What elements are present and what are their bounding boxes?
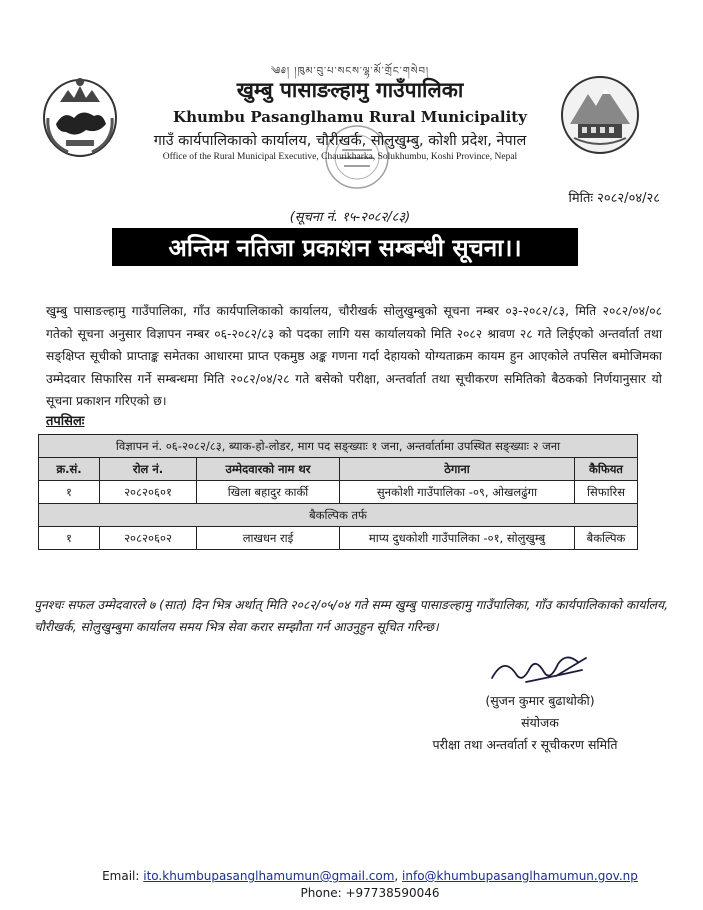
notice-date: मितिः २०८२/०४/२८	[568, 191, 660, 206]
col-roll-no: रोल नं.	[100, 458, 197, 481]
cell-remarks: सिफारिस	[575, 481, 638, 504]
cell-candidate-name: खिला बहादुर कार्की	[197, 481, 340, 504]
cell-roll-no: २०८२०६०१	[100, 481, 197, 504]
signatory-name: (सुजन कुमार बुढाथोकी)	[485, 693, 595, 708]
notice-number: (सूचना नं. १५-२०८२/८३)	[289, 210, 411, 225]
email-label: Email:	[102, 869, 140, 883]
cell-serial: १	[39, 527, 100, 550]
table-header-row	[39, 458, 638, 481]
col-serial: क्र.सं.	[39, 458, 100, 481]
postscript-note: पुनश्चः सफल उम्मेदवारले ७ (सात) दिन भित्र अर्थात् मिति २०८२/०५/०४ गते सम्म खुम्बु पासाङल्हामु गाउँपालिका, गाँउ कार्यपालिकाको कार्यालय, चौरीखर्क, सोलुखुम्बुमा कार्यालय समय भित्र सेवा करार सम्झौता गर्न आउनुहुन सूचित गरिन्छ।	[34, 598, 669, 634]
cell-candidate-name: लाखधन राई	[197, 527, 340, 550]
col-address: ठेगाना	[340, 458, 575, 481]
alternate-section-row	[39, 504, 638, 527]
footer-phone: Phone: +97738590046	[300, 886, 440, 900]
col-candidate-name: उम्मेदवारको नाम थर	[197, 458, 340, 481]
nepal-emblem-logo	[38, 72, 122, 160]
cell-remarks: बैकल्पिक	[575, 527, 638, 550]
municipality-logo	[560, 74, 640, 156]
email-link-info[interactable]: info@khumbupasanglhamumun.gov.np	[402, 869, 638, 883]
tibetan-header-line: ༄༅། །ཁུམ་བུ་པ་སངས་ལྷ་མོ་གྲོང་གསེབ།	[270, 66, 430, 77]
office-address-nepali: गाउँ कार्यपालिकाको कार्यालय, चौरीखर्क, सोलुखुम्बु, कोशी प्रदेश, नेपाल	[153, 133, 527, 149]
cell-roll-no: २०८२०६०२	[100, 527, 197, 550]
result-table	[38, 434, 638, 550]
email-link-ito[interactable]: ito.khumbupasanglhamumun@gmail.com	[143, 869, 395, 883]
col-remarks: कैफियत	[575, 458, 638, 481]
handwritten-signature	[486, 648, 596, 692]
signatory-committee: परीक्षा तथा अन्तर्वार्ता र सूचीकरण समिति	[432, 737, 618, 752]
signatory-role: संयोजक	[521, 715, 559, 730]
table-caption: विज्ञापन नं. ०६-२०८२/८३, ब्याक-हो-लोडर, माग पद सङ्ख्याः १ जना, अन्तर्वार्तामा उपस्थित सङ्ख्याः २ जना	[39, 435, 638, 458]
municipality-name-english: Khumbu Pasanglhamu Rural Municipality	[173, 108, 527, 126]
email-separator: ,	[394, 869, 399, 883]
cell-serial: १	[39, 481, 100, 504]
tapasil-heading: तपसिलः	[46, 414, 85, 429]
cell-address: माप्य दुधकोशी गाउँपालिका -०१, सोलुखुम्बु	[340, 527, 575, 550]
cell-address: सुनकोशी गाउँपालिका -०९, ओखलढुंगा	[340, 481, 575, 504]
notice-title-banner	[112, 228, 578, 266]
municipality-name-nepali: खुम्बु पासाङल्हामु गाउँपालिका	[236, 78, 464, 102]
table-row	[39, 527, 638, 550]
notice-title: अन्तिम नतिजा प्रकाशन सम्बन्धी सूचना।।	[168, 233, 522, 262]
office-address-english: Office of the Rural Municipal Executive, Chaurikharka, Solukhumbu, Koshi Province, Nepal	[162, 152, 518, 162]
table-caption-row	[39, 435, 638, 458]
table-row	[39, 481, 638, 504]
notice-body: खुम्बु पासाङल्हामु गाउँपालिका, गाँउ कार्यपालिकाको कार्यालय, चौरीखर्क सोलुखुम्बुको सूचना नम्बर ०३-२०८२/८३, मिति २०८२/०४/०८ गतेको सूचना अनुसार विज्ञापन नम्बर ०६-२०८२/८३ को पदका लागि यस कार्यालयको मिति २०८२ श्रावण २८ गते लिईएको अन्तर्वार्ता तथा सङ्क्षिप्त सूचीको प्राप्ताङ्क समेतका आधारमा प्राप्त एकमुष्ठ अङ्क गणना गर्दा देहायको योग्यताक्रम कायम हुन आएकोले तपसिल बमोजिमका उम्मेदवार सिफारिस गर्ने सम्बन्धमा मिति २०८२/०४/२८ गते बसेको परीक्षा, अन्तर्वार्ता तथा सूचीकरण समितिको बैठकको निर्णयानुसार यो सूचना प्रकाशन गरिएको छ।	[46, 304, 662, 408]
alternate-section-label: बैकल्पिक तर्फ	[39, 504, 638, 527]
footer-email-line	[80, 869, 660, 883]
